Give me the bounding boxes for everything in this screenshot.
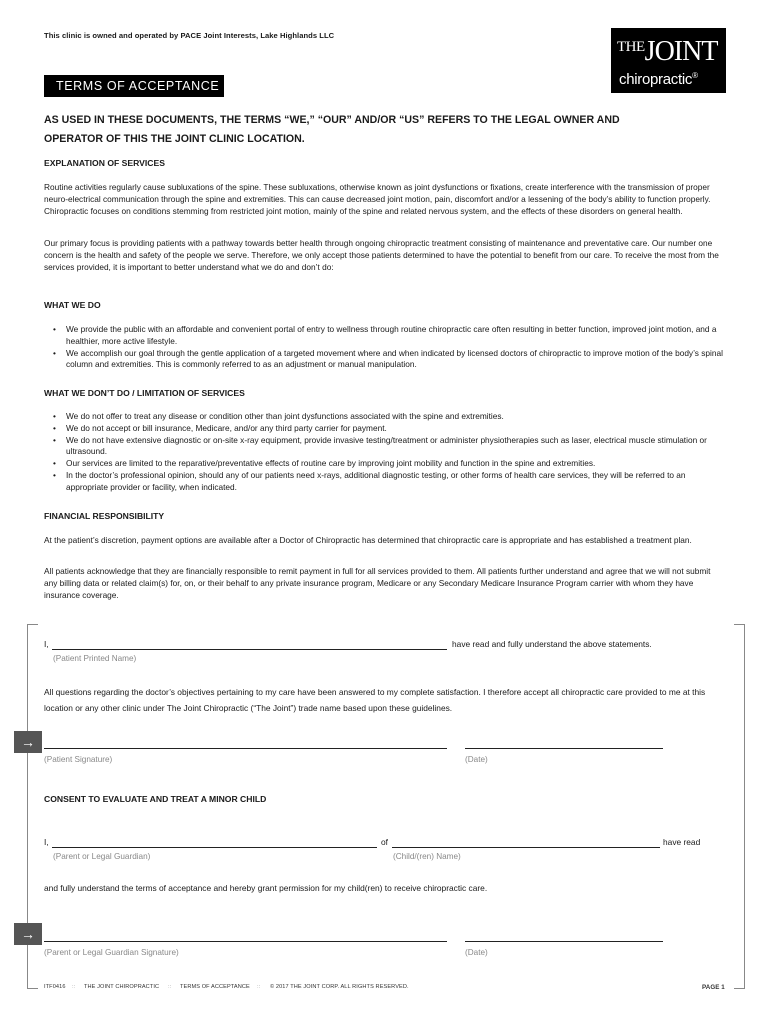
what-we-dont-title: WHAT WE DON’T DO / LIMITATION OF SERVICES bbox=[44, 388, 245, 398]
footer-separator: :: bbox=[168, 984, 172, 990]
patient-date-field[interactable] bbox=[465, 748, 663, 749]
explanation-paragraph-2: Our primary focus is providing patients with a pathway towards better health through ongoing chiropractic treatment consisting of maintenance and preventative care. Our number one concern is the health and safety of the people we serve. Therefore, we only accept those patients determined to have the potential to benefit from our care. To receive the most from the services provided, it is important to better understand what we do and don’t do: bbox=[44, 238, 719, 272]
guardian-caption: (Parent or Legal Guardian) bbox=[53, 852, 151, 861]
terms-title: TERMS OF ACCEPTANCE bbox=[44, 75, 224, 97]
minor-consent-statement: and fully understand the terms of acceptance and hereby grant permission for my child(ren) to receive chiropractic care. bbox=[44, 883, 488, 893]
child-caption: (Child/(ren) Name) bbox=[393, 852, 461, 861]
footer-copyright: © 2017 THE JOINT CORP. ALL RIGHTS RESERVED. bbox=[270, 984, 409, 990]
child-name-field[interactable] bbox=[392, 847, 660, 848]
patient-printed-name-field[interactable] bbox=[52, 649, 447, 650]
guardian-i-label: I, bbox=[44, 837, 49, 847]
patient-questions-statement: All questions regarding the doctor’s objectives pertaining to my care have been answered to my complete satisfaction. I therefore accept all chiropractic care provided to me at this location or any other clinic under The Joint Chiropractic (“The Joint”) trade name based upon these guidelines. bbox=[44, 687, 706, 713]
patient-signature-caption: (Patient Signature) bbox=[44, 755, 113, 764]
list-item: • We provide the public with an affordable and convenient portal of entry to wellness through routine chiropractic care often resulting in better function, improved joint motion, and a healthier, more active lifestyle. bbox=[44, 324, 724, 348]
footer-company: THE JOINT CHIROPRACTIC bbox=[84, 984, 160, 990]
footer-doc: TERMS OF ACCEPTANCE bbox=[180, 984, 250, 990]
explanation-paragraph-1: Routine activities regularly cause subluxations of the spine. These subluxations, otherwise known as joint dysfunctions or fixations, create interference with the transmission of proper neuro-electrical communication through the spine and extremities. This can cause decreased joint motion, pain, discomfort and/or a lessening of the body’s ability to function properly. Chiropractic focuses on conditions stemming from restricted joint motion, mainly of the spine and related nervous system, and the effects of these disorders on general health. bbox=[44, 182, 711, 216]
guardian-date-caption: (Date) bbox=[465, 948, 488, 957]
guardian-date-field[interactable] bbox=[465, 941, 663, 942]
sign-here-arrow-icon: → bbox=[14, 731, 42, 753]
guardian-name-field[interactable] bbox=[52, 847, 377, 848]
patient-i-label: I, bbox=[44, 639, 49, 649]
logo-chiropractic: chiropractic® bbox=[619, 71, 698, 88]
page-number: PAGE 1 bbox=[702, 984, 725, 991]
list-item: • We do not have extensive diagnostic or on-site x-ray equipment, provide invasive testing/treatment or administer physiotherapies such as laser, electrical muscle stimulation or ultrasound. bbox=[44, 435, 724, 459]
footer-separator: :: bbox=[257, 984, 261, 990]
owner-note: This clinic is owned and operated by PACE Joint Interests, Lake Highlands LLC bbox=[44, 31, 335, 40]
footer-code: ITF0416 bbox=[44, 984, 66, 990]
list-item: • We do not accept or bill insurance, Medicare, and/or any third party carrier for payment. bbox=[44, 423, 724, 435]
explanation-title: EXPLANATION OF SERVICES bbox=[44, 158, 165, 168]
headline: AS USED IN THESE DOCUMENTS, THE TERMS “WE,” “OUR” AND/OR “US” REFERS TO THE LEGAL OWNER AND OPERATOR OF THIS THE JOINT CLINIC LOCATION. bbox=[44, 114, 620, 145]
guardian-signature-caption: (Parent or Legal Guardian Signature) bbox=[44, 948, 179, 957]
list-item: • We do not offer to treat any disease or condition other than joint dysfunctions associated with the spine and extremities. bbox=[44, 411, 724, 423]
financial-title: FINANCIAL RESPONSIBILITY bbox=[44, 511, 165, 521]
patient-printed-name-caption: (Patient Printed Name) bbox=[53, 654, 137, 663]
minor-consent-title: CONSENT TO EVALUATE AND TREAT A MINOR CHILD bbox=[44, 794, 267, 804]
patient-date-caption: (Date) bbox=[465, 755, 488, 764]
list-item: • Our services are limited to the reparative/preventative effects of routine care by improving joint mobility and function in the spine and extremities. bbox=[44, 458, 724, 470]
patient-read-statement: have read and fully understand the above statements. bbox=[452, 639, 652, 649]
financial-paragraph-1: At the patient’s discretion, payment options are available after a Doctor of Chiropractic has determined that chiropractic care is appropriate and has established a treatment plan. bbox=[44, 535, 692, 545]
patient-signature-field[interactable] bbox=[44, 748, 447, 749]
what-we-dont-list bbox=[44, 411, 724, 494]
footer-separator: :: bbox=[72, 984, 76, 990]
financial-paragraph-2: All patients acknowledge that they are financially responsible to remit payment in full for all services provided to them. All patients further understand and agree that we will not submit any billing data or related claim(s) for, on, or their behalf to any private insurance program, Medicare or any Secondary Medicare Insurance Program carrier with whom they have insurance coverage. bbox=[44, 566, 711, 600]
list-item: • In the doctor’s professional opinion, should any of our patients need x-rays, additional diagnostic testing, or other forms of health care services, they will be referred to an appropriate provider or facility, when indicated. bbox=[44, 470, 724, 494]
have-read-label: have read bbox=[663, 837, 701, 847]
what-we-do-list bbox=[44, 324, 724, 371]
guardian-signature-field[interactable] bbox=[44, 941, 447, 942]
the-joint-logo bbox=[611, 28, 726, 93]
of-label: of bbox=[381, 837, 388, 847]
what-we-do-title: WHAT WE DO bbox=[44, 300, 101, 310]
sign-here-arrow-icon: → bbox=[14, 923, 42, 945]
form-bracket-right bbox=[734, 624, 745, 989]
list-item: • We accomplish our goal through the gentle application of a targeted movement where and when indicated by licensed doctors of chiropractic to improve motion of the body’s spinal column and extremities. This is commonly referred to as an adjustment or manual manipulation. bbox=[44, 348, 724, 372]
logo-wordmark: $^{THE}$JOINT bbox=[617, 36, 718, 67]
